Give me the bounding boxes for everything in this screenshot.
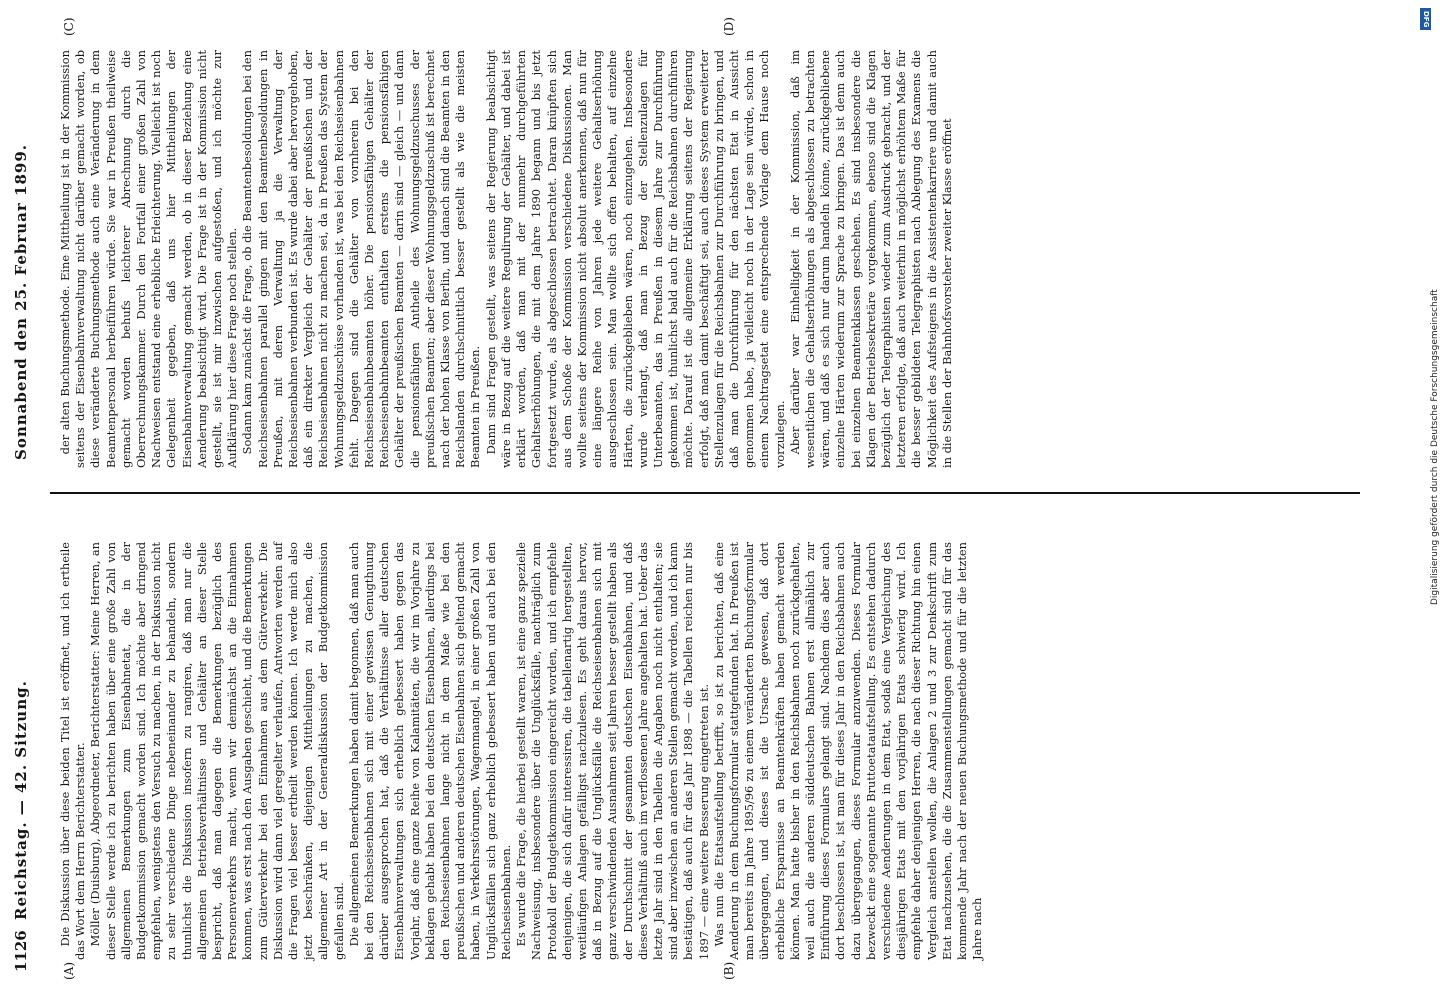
digitization-note-text: Digitalisierung gefördert durch die Deutsche Forschungsgemeinschaft (1430, 289, 1440, 605)
paragraph: Möller (Duisburg), Abgeordneter, Berichterstatter: Meine Herren, an dieser Stelle werde ich zu berichten haben über eine große Zahl von allgemeinen Bemerkungen zum Eisenbahnetat, die in der Budgetkommission gemacht worden sind. Ich möchte aber dringend empfehlen, wenigstens den Versuch zu machen, in der Diskussion nicht zu sehr verschiedene Dinge nebeneinander zu behandeln, sondern thunlichst die Diskussion insofern zu rangiren, daß man nur die allgemeinen Betriebsverhältnisse und Gehälter an dieser Stelle bespricht, daß man dagegen die Bemerkungen bezüglich des Personenverkehrs macht, wenn wir demnächst an die Einnahmen kommen, was erst nach den Ausgaben geschieht, und die Bemerkungen zum Güterverkehr bei den Einnahmen aus dem Güterverkehr. Die Diskussion wird dann viel geregelter verlaufen, Antworten werden auf die Fragen viel besser ertheilt werden können. Ich werde mich also jetzt beschränken, diejenigen Mittheilungen zu machen, die allgemeiner Art in der Generaldiskussion der Budgetkommission gefallen sind. (88, 542, 346, 960)
session-title: Reichstag. — 42. Sitzung. (12, 680, 30, 920)
margin-marker-a: (A) (62, 961, 76, 980)
right-text-column (58, 50, 1358, 468)
left-text-column (58, 542, 1358, 960)
page-number: 1126 (12, 930, 30, 972)
margin-marker-d: (D) (722, 17, 736, 36)
dfg-logo: DFG (1420, 8, 1431, 30)
page-header (0, 20, 40, 980)
margin-marker-c: (C) (62, 17, 76, 36)
digitization-note (1418, 10, 1440, 610)
rotated-sheet (0, 17, 1420, 980)
paragraph: der alten Buchungsmethode. Eine Mittheilung ist in der Kommission seitens der Eisenbahnverwaltung nicht darüber gemacht worden, ob diese veränderte Buchungsmethode auch eine Veränderung in dem Beamtenpersonal herbeiführen würde. Sie war in Preußen theilweise gemacht worden behufs leichterer Abrechnung durch die Oberrechnungskammer. Durch den Fortfall einer großen Zahl von Nachweisen entstand eine erhebliche Erleichterung. Vielleicht ist noch Gelegenheit gegeben, daß uns hier Mittheilungen der Eisenbahnverwaltung gemacht werden, ob in dieser Beziehung eine Aenderung beabsichtigt wird. Die Frage ist in der Kommission nicht gestellt, sie ist mir inzwischen aufgestoßen, und ich möchte zur Aufklärung hier diese Frage noch stellen. (58, 50, 240, 468)
paragraph: Die Diskussion über diese beiden Titel ist eröffnet, und ich ertheile das Wort dem Herrn Berichterstatter. (58, 542, 88, 960)
session-date: Sonnabend den 25. Februar 1899. (12, 144, 30, 460)
paragraph: Die allgemeinen Bemerkungen haben damit begonnen, daß man auch bei den Reichseisenbahnen sich mit einer gewissen Genugthuung darüber ausgesprochen hat, daß die Verhältnisse aller deutschen Eisenbahnverwaltungen sich erheblich gebessert haben gegen das Vorjahr, daß eine ganze Reihe von Kalamitäten, die wir im Vorjahre zu beklagen gehabt haben bei den deutschen Eisenbahnen, allerdings bei den Reichseisenbahnen lange nicht in dem Maße wie bei den preußischen und anderen deutschen Eisenbahnen sich geltend gemacht haben, in Verkehrsstörungen, Wagenmangel, in einer großen Zahl von Unglücksfällen sich ganz erheblich gebessert haben und auch bei den Reichseisenbahnen. (346, 542, 513, 960)
column-divider (50, 492, 1360, 494)
paragraph: Was nun die Etatsaufstellung betrifft, so ist zu berichten, daß eine Aenderung in dem Buchungsformular stattgefunden hat. In Preußen ist man bereits im Jahre 1895/96 zu einem veränderten Buchungsformular übergegangen, und dieses ist die Ursache gewesen, daß dort erhebliche Ersparnisse an Beamtenkräften haben gemacht werden können. Man hatte bisher in den Reichsbahnen noch zurückgehalten, weil auch die anderen süddeutschen Bahnen erst allmählich zur Einführung dieses Formulars gelangt sind. Nachdem dies aber auch dort beschlossen ist, ist man für dieses Jahr in den Reichsbahnen auch dazu übergegangen, dieses Formular anzuwenden. Dieses Formular bezweckt eine sogenannte Bruttoetataufstellung. Es entstehen dadurch verschiedene Aenderungen in dem Etat, sodaß eine Vergleichung des diesjährigen Etats mit den vorjährigen Etats schwierig wird. Ich empfehle daher denjenigen Herren, die nach dieser Richtung hin einen Vergleich anstellen wollen, die Anlagen 2 und 3 zur Denkschrift zum Etat nachzusehen, die die Zusammenstellungen gemacht sind für das kommende Jahr nach der neuen Buchungsmethode und für die letzten Jahre nach (711, 542, 985, 960)
paragraph: Aber darüber war Einhelligkeit in der Kommission, daß im wesentlichen die Gehaltserhöhungen als abgeschlossen zu betrachten wären, und daß es sich nur darum handeln könne, zurückgebliebene einzelne Härten wiederum zur Sprache zu bringen. Das ist denn auch bei einzelnen Beamtenklassen geschehen. Es sind insbesondere die Klagen der Betriebssekretäre vorgekommen, ebenso sind die Klagen bezüglich der Telegraphisten wieder zum Ausdruck gebracht, und der letzteren erfolgte, daß auch weiterhin in möglichst erhöhtem Maße für die besser gebildeten Telegraphisten nach Ablegung des Examens die Möglichkeit des Aufsteigens in die Assistentenkarriere und damit auch in die Stellen der Bahnhofsvorsteher zweiter Klasse eröffnet (787, 50, 954, 468)
paragraph: Dann sind Fragen gestellt, was seitens der Regierung beabsichtigt wäre in Bezug auf die weitere Regulirung der Gehälter, und dabei ist erklärt worden, daß man mit der nunmehr durchgeführten Gehaltserhöhungen, die mit dem Jahre 1890 begann und bis jetzt fortgesetzt wurde, als abgeschlossen betrachtet. Daran knüpften sich aus dem Schoße der Kommission verschiedene Diskussionen. Man wollte seitens der Kommission nicht absolut anerkennen, daß nun für eine längere Reihe von Jahren jede weitere Gehaltserhöhung ausgeschlossen sein. Man wollte sich offen behalten, auf einzelne Härten, die zurückgeblieben wären, noch einzugehen. Insbesondere wurde verlangt, daß man in Bezug der Stellenzulagen für Unterbeamten, das in Preußen in diesem Jahre zur Durchführung gekommen ist, thunlichst bald auch für die Reichsbahnen durchführen möchte. Darauf ist die allgemeine Erklärung seitens der Regierung erfolgt, daß man damit beschäftigt sei, auch dieses System erweiterter Stellenzulagen für die Reichsbahnen zur Durchführung zu bringen, und daß man die Durchführung für den nächsten Etat in Aussicht genommen habe, ja vielleicht noch in der Lage sein würde, schon in einem Nachtragsetat eine entsprechende Vorlage dem Hause noch vorzulegen. (483, 50, 787, 468)
margin-marker-b: (B) (722, 961, 736, 980)
paragraph: Sodann kam zunächst die Frage, ob die Beamtenbesoldungen bei den Reichseisenbahnen parallel gingen mit den Beamtenbesoldungen in Preußen, mit deren Verwaltung ja die Verwaltung der Reichseisenbahnen verbunden ist. Es wurde dabei aber hervorgehoben, daß ein direkter Vergleich der Gehälter der preußischen und der Reichseisenbahnen nicht zu machen sei, da in Preußen das System der Wohnungsgeldzuschüsse vorhanden ist, was bei den Reichseisenbahnen fehlt. Dagegen sind die Gehälter von vornherein bei den Reichseisenbahnbeamten höher. Die pensionsfähigen Gehälter der Reichseisenbahnbeamten enthalten erstens die pensionsfähigen Gehälter der preußischen Beamten — darin sind — gleich — und dann die pensionsfähigen Antheile des Wohnungsgeldzuschusses der preußischen Beamten; aber dieser Wohnungsgeldzuschuß ist berechnet nach der hohen Klasse von Berlin, und danach sind die Beamten in den Reichslanden durchschnittlich besser gestellt als wie die meisten Beamten in Preußen. (240, 50, 483, 468)
paragraph: Es wurde die Frage, die hierbei gestellt waren, ist eine ganz spezielle Nachweisung, insbesondere über die Unglücksfälle, nachträglich zum Protokoll der Budgetkommission eingereicht worden, und ich empfehle denjenigen, die sich dafür interessiren, die tabellenartig hergestellten, weitläufigen Anlagen gefälligst nachzulesen. Es geht daraus hervor, daß in Bezug auf die Unglücksfälle die Reichseisenbahnen sich mit ganz verschwindenden Ausnahmen seit Jahren besser gestellt haben als der Durchschnitt der gesammten deutschen Eisenbahnen, und daß dieses Verhältniß auch im verflossenen Jahre angehalten hat. Ueber das letzte Jahr sind in den Tabellen die Angaben noch nicht enthalten; sie sind aber inzwischen an anderen Stellen gemacht worden, und ich kann bestätigen, daß auch für das Jahr 1898 — die Tabellen reichen nur bis 1897 — eine weitere Besserung eingetreten ist. (514, 542, 711, 960)
